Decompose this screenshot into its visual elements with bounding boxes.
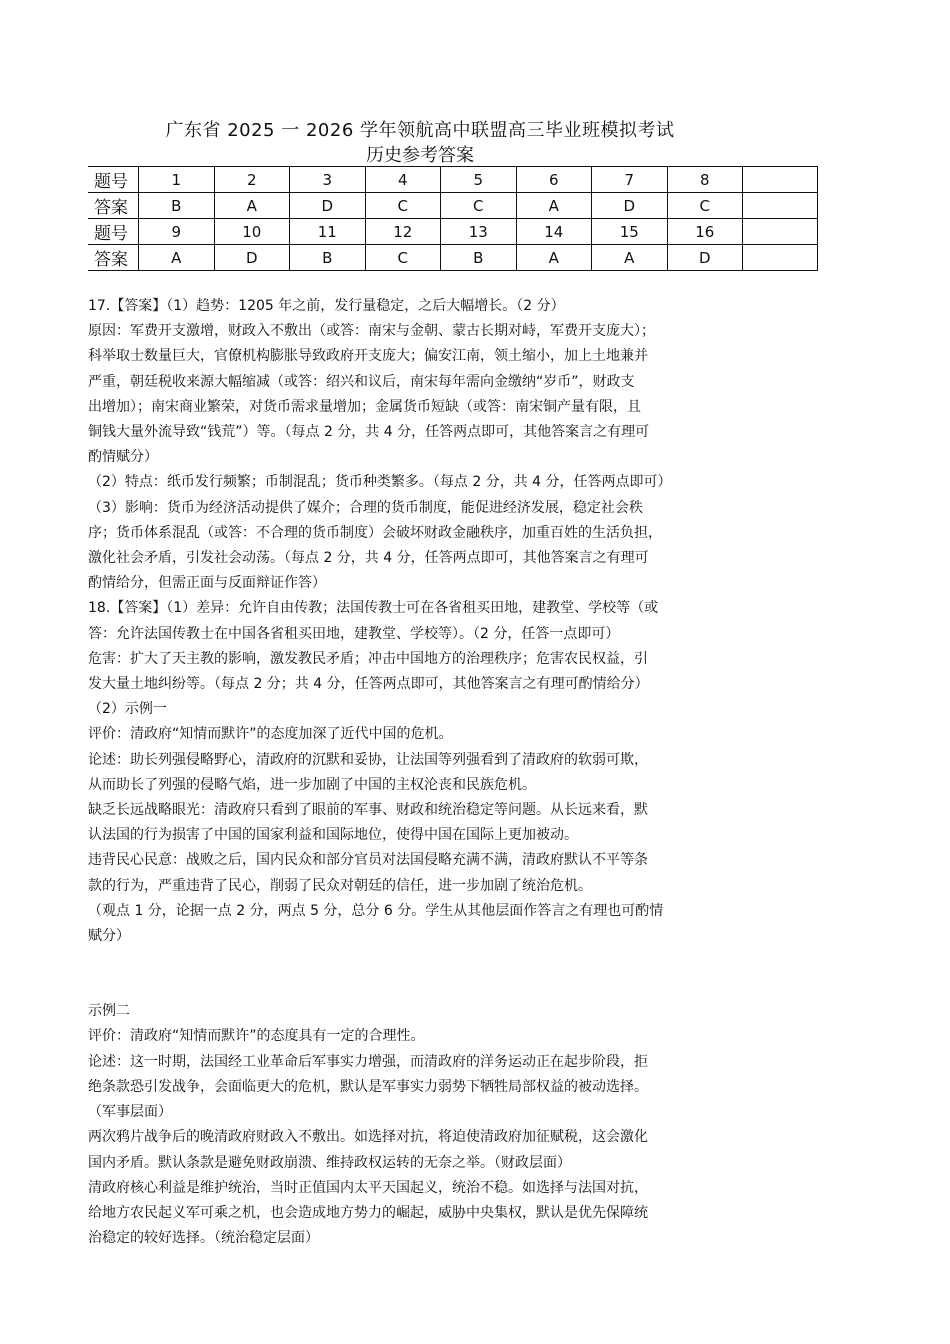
text-line: 科举取士数量巨大，官僚机构膨胀导致政府开支庞大；偏安江南，领土缩小，加上土地兼并 — [88, 348, 648, 365]
answer-cell: A — [516, 245, 592, 271]
text-line: 激化社会矛盾，引发社会动荡。（每点 2 分，共 4 分，任答两点即可，其他答案言之有理可 — [88, 550, 649, 567]
text-line: 酌情赋分） — [88, 449, 158, 466]
question-number: 11 — [290, 219, 366, 245]
text-line: （3）影响：货币为经济活动提供了媒介；合理的货币制度，能促进经济发展，稳定社会秩 — [88, 499, 643, 516]
text-line: （观点 1 分，论据一点 2 分，两点 5 分，总分 6 分。学生从其他层面作答言之有理也可酌情 — [88, 902, 664, 919]
text-line: 原因：军费开支激增，财政入不敷出（或答：南宋与金朝、蒙古长期对峙，军费开支庞大）； — [88, 323, 655, 340]
question-number: 4 — [365, 167, 441, 193]
answer-cell: C — [667, 193, 743, 219]
text-line: 17.【答案】（1）趋势：1205 年之前，发行量稳定，之后大幅增长。（2 分） — [88, 298, 565, 314]
question-number: 14 — [516, 219, 592, 245]
question-number: 10 — [214, 219, 290, 245]
answer-cell: A — [139, 245, 215, 271]
empty-cell — [743, 193, 818, 219]
empty-cell — [743, 219, 818, 245]
answer-cell: D — [214, 245, 290, 271]
question-number: 15 — [592, 219, 668, 245]
question-number: 2 — [214, 167, 290, 193]
text-line: 答：允许法国传教士在中国各省租买田地，建教堂、学校等）。（2 分，任答一点即可） — [88, 625, 620, 642]
text-line: 评价：清政府“知情而默许”的态度具有一定的合理性。 — [88, 1028, 425, 1045]
empty-cell — [743, 167, 818, 193]
text-line: 国内矛盾。默认条款是避免财政崩溃、维持政权运转的无奈之举。（财政层面） — [88, 1154, 571, 1171]
answer-body — [88, 294, 778, 1251]
text-line: 缺乏长远战略眼光：清政府只看到了眼前的军事、财政和统治稳定等问题。从长远来看，默 — [88, 802, 648, 819]
row-label: 题号 — [88, 219, 139, 245]
text-line: 治稳定的较好选择。（统治稳定层面） — [88, 1230, 319, 1247]
table-row — [88, 245, 818, 271]
text-line: 违背民心民意：战败之后，国内民众和部分官员对法国侵略充满不满，清政府默认不平等条 — [88, 852, 648, 869]
text-line: 绝条款恐引发战争，会面临更大的危机，默认是军事实力弱势下牺牲局部权益的被动选择。 — [88, 1078, 648, 1095]
answer-key-subtitle: 历史参考答案 — [366, 145, 474, 166]
answer-table — [88, 166, 818, 271]
answer-cell: C — [365, 193, 441, 219]
text-line: 酌情给分，但需正面与反面辩证作答） — [88, 575, 326, 592]
question-number: 5 — [441, 167, 517, 193]
table-row — [88, 219, 818, 245]
answer-cell: B — [441, 245, 517, 271]
text-line: （2）示例一 — [88, 701, 167, 718]
question-number: 6 — [516, 167, 592, 193]
row-label: 答案 — [88, 245, 139, 271]
row-label: 题号 — [88, 167, 139, 193]
table-row — [88, 193, 818, 219]
text-line: 款的行为，严重违背了民心，削弱了民众对朝廷的信任，进一步加剧了统治危机。 — [88, 877, 592, 894]
q18-section — [88, 596, 778, 1251]
text-line: 严重，朝廷税收来源大幅缩减（或答：绍兴和议后，南宋每年需向金缴纳“岁币”，财政支 — [88, 373, 635, 390]
text-line: （军事层面） — [88, 1104, 172, 1121]
text-line: 序；货币体系混乱（或答：不合理的货币制度）会破坏财政金融秩序，加重百姓的生活负担， — [88, 524, 662, 541]
text-line: （2）特点：纸币发行频繁；币制混乱；货币种类繁多。（每点 2 分，共 4 分，任答两点即可） — [88, 474, 672, 491]
question-number: 7 — [592, 167, 668, 193]
text-line: 出增加）；南宋商业繁荣，对货币需求量增加；金属货币短缺（或答：南宋铜产量有限，且 — [88, 398, 641, 415]
row-label: 答案 — [88, 193, 139, 219]
question-number: 8 — [667, 167, 743, 193]
answer-cell: C — [441, 193, 517, 219]
text-line: 发大量土地纠纷等。（每点 2 分；共 4 分，任答两点即可，其他答案言之有理可酌情给分） — [88, 676, 649, 693]
text-line: 从而助长了列强的侵略气焰，进一步加剧了中国的主权沦丧和民族危机。 — [88, 776, 536, 793]
text-line: 铜钱大量外流导致“钱荒”）等。（每点 2 分，共 4 分，任答两点即可，其他答案言之有理可 — [88, 424, 650, 441]
answer-cell: C — [365, 245, 441, 271]
question-number: 13 — [441, 219, 517, 245]
text-line: 18.【答案】（1）差异：允许自由传教；法国传教士可在各省租买田地，建教堂、学校等（或 — [88, 600, 659, 617]
question-number: 16 — [667, 219, 743, 245]
text-line: 示例二 — [88, 1003, 130, 1020]
answer-cell: A — [516, 193, 592, 219]
text-line: 危害：扩大了天主教的影响，激发教民矛盾；冲击中国地方的治理秩序；危害农民权益，引 — [88, 650, 648, 667]
answer-cell: D — [290, 193, 366, 219]
text-line: 评价：清政府“知情而默许”的态度加深了近代中国的危机。 — [88, 726, 453, 743]
answer-cell: B — [139, 193, 215, 219]
answer-cell: D — [667, 245, 743, 271]
text-line: 论述：助长列强侵略野心，清政府的沉默和妥协，让法国等列强看到了清政府的软弱可欺， — [88, 751, 648, 768]
table-row — [88, 167, 818, 193]
answer-cell: D — [592, 193, 668, 219]
empty-cell — [743, 245, 818, 271]
exam-title: 广东省 2025 一 2026 学年领航高中联盟高三毕业班模拟考试 — [165, 120, 675, 141]
question-number: 12 — [365, 219, 441, 245]
question-number: 1 — [139, 167, 215, 193]
text-line: 认法国的行为损害了中国的国家利益和国际地位，使得中国在国际上更加被动。 — [88, 827, 578, 844]
question-number: 3 — [290, 167, 366, 193]
answer-cell: A — [214, 193, 290, 219]
text-line: 论述：这一时期，法国经工业革命后军事实力增强，而清政府的洋务运动正在起步阶段，拒 — [88, 1053, 648, 1070]
answer-cell: A — [592, 245, 668, 271]
text-line: 清政府核心利益是维护统治，当时正值国内太平天国起义，统治不稳。如选择与法国对抗， — [88, 1179, 648, 1196]
q17-section — [88, 294, 778, 596]
answer-cell: B — [290, 245, 366, 271]
text-line: 给地方农民起义军可乘之机，也会造成地方势力的崛起，威胁中央集权，默认是优先保障统 — [88, 1204, 648, 1221]
text-line: 赋分） — [88, 928, 130, 945]
text-line: 两次鸦片战争后的晚清政府财政入不敷出。如选择对抗，将迫使清政府加征赋税，这会激化 — [88, 1129, 648, 1146]
question-number: 9 — [139, 219, 215, 245]
